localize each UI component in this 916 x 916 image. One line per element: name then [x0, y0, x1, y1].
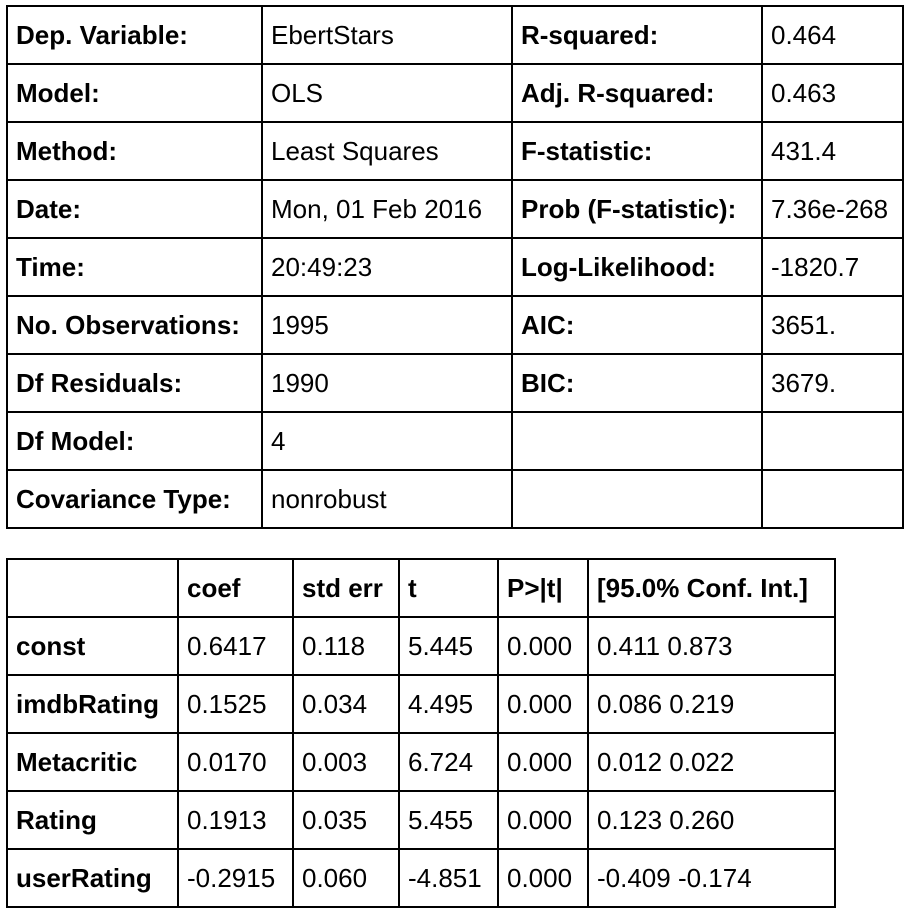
table-row [7, 122, 903, 180]
summary-value: 0.464 [762, 6, 903, 64]
summary-value [762, 470, 903, 528]
summary-value: nonrobust [262, 470, 512, 528]
summary-value: -1820.7 [762, 238, 903, 296]
summary-label: Method: [7, 122, 262, 180]
variable-name: const [7, 617, 178, 675]
summary-label: No. Observations: [7, 296, 262, 354]
coef-value: 0.1525 [178, 675, 293, 733]
summary-label: Df Residuals: [7, 354, 262, 412]
column-header-coef: coef [178, 559, 293, 617]
column-header-p-value: P>|t| [498, 559, 588, 617]
table-row [7, 849, 835, 907]
summary-label: R-squared: [512, 6, 762, 64]
std-err-value: 0.118 [293, 617, 399, 675]
conf-int-value: 0.086 0.219 [588, 675, 835, 733]
summary-label: F-statistic: [512, 122, 762, 180]
column-header-std-err: std err [293, 559, 399, 617]
column-header-empty [7, 559, 178, 617]
table-row [7, 617, 835, 675]
summary-label: Log-Likelihood: [512, 238, 762, 296]
summary-label: AIC: [512, 296, 762, 354]
variable-name: Rating [7, 791, 178, 849]
summary-value: Least Squares [262, 122, 512, 180]
p-value: 0.000 [498, 617, 588, 675]
summary-value: 1995 [262, 296, 512, 354]
table-row [7, 238, 903, 296]
variable-name: imdbRating [7, 675, 178, 733]
summary-value: 4 [262, 412, 512, 470]
table-header-row [7, 559, 835, 617]
conf-int-value: 0.411 0.873 [588, 617, 835, 675]
p-value: 0.000 [498, 849, 588, 907]
coef-value: 0.6417 [178, 617, 293, 675]
summary-value: 3679. [762, 354, 903, 412]
coefficients-table [6, 558, 836, 908]
summary-label: Adj. R-squared: [512, 64, 762, 122]
variable-name: userRating [7, 849, 178, 907]
table-row [7, 412, 903, 470]
t-value: 5.445 [399, 617, 498, 675]
column-header-conf-int: [95.0% Conf. Int.] [588, 559, 835, 617]
summary-label: BIC: [512, 354, 762, 412]
table-row [7, 64, 903, 122]
table-row [7, 296, 903, 354]
summary-label [512, 470, 762, 528]
summary-value: 431.4 [762, 122, 903, 180]
table-row [7, 354, 903, 412]
variable-name: Metacritic [7, 733, 178, 791]
t-value: -4.851 [399, 849, 498, 907]
summary-value: 3651. [762, 296, 903, 354]
table-row [7, 6, 903, 64]
table-row [7, 180, 903, 238]
summary-label: Covariance Type: [7, 470, 262, 528]
summary-value: Mon, 01 Feb 2016 [262, 180, 512, 238]
t-value: 5.455 [399, 791, 498, 849]
std-err-value: 0.003 [293, 733, 399, 791]
std-err-value: 0.034 [293, 675, 399, 733]
std-err-value: 0.035 [293, 791, 399, 849]
summary-value: 7.36e-268 [762, 180, 903, 238]
coef-value: 0.1913 [178, 791, 293, 849]
coef-value: -0.2915 [178, 849, 293, 907]
summary-value: EbertStars [262, 6, 512, 64]
summary-label: Dep. Variable: [7, 6, 262, 64]
table-row [7, 470, 903, 528]
p-value: 0.000 [498, 675, 588, 733]
p-value: 0.000 [498, 791, 588, 849]
conf-int-value: 0.123 0.260 [588, 791, 835, 849]
conf-int-value: 0.012 0.022 [588, 733, 835, 791]
summary-label: Model: [7, 64, 262, 122]
column-header-t: t [399, 559, 498, 617]
table-row [7, 791, 835, 849]
conf-int-value: -0.409 -0.174 [588, 849, 835, 907]
summary-label: Df Model: [7, 412, 262, 470]
summary-value: 1990 [262, 354, 512, 412]
summary-label: Date: [7, 180, 262, 238]
t-value: 4.495 [399, 675, 498, 733]
regression-summary-table [6, 5, 904, 529]
summary-value [762, 412, 903, 470]
t-value: 6.724 [399, 733, 498, 791]
summary-label: Time: [7, 238, 262, 296]
summary-value: 20:49:23 [262, 238, 512, 296]
coef-value: 0.0170 [178, 733, 293, 791]
summary-value: OLS [262, 64, 512, 122]
summary-value: 0.463 [762, 64, 903, 122]
summary-label: Prob (F-statistic): [512, 180, 762, 238]
summary-label [512, 412, 762, 470]
table-row [7, 675, 835, 733]
table-row [7, 733, 835, 791]
std-err-value: 0.060 [293, 849, 399, 907]
p-value: 0.000 [498, 733, 588, 791]
